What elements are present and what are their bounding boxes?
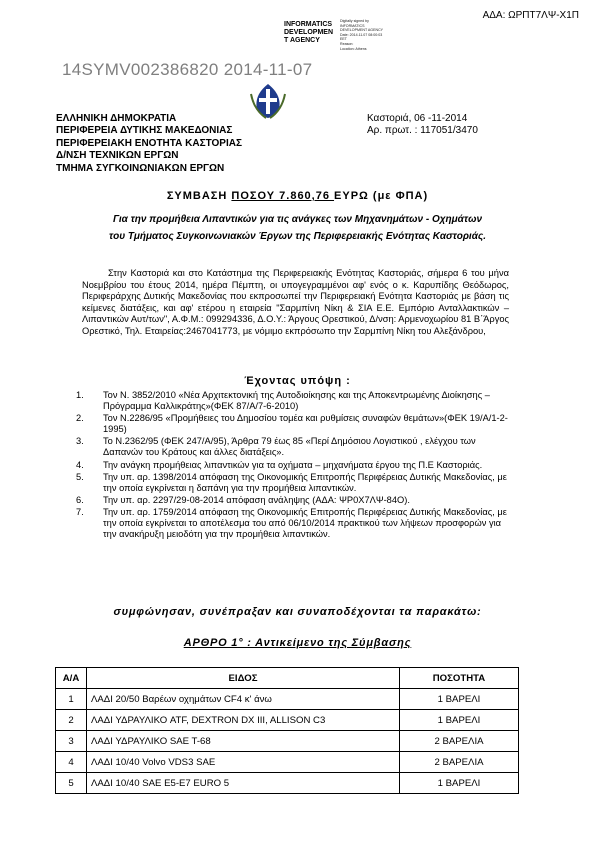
item-number: 1. [76,390,84,400]
signature-line: Location: Athens [340,46,367,51]
item-number: 3. [76,436,84,447]
item-text: Την υπ. αρ. 1398/2014 απόφαση της Οικονομικής Επιτροπής Περιφέρειας Δυτικής Μακεδονίας, με την οποία εγκρίνεται η δαπάνη για την προμήθεια λιπαντικών. [103,471,507,493]
table-row [56,773,519,794]
cell-aa: 5 [56,773,87,794]
considering-heading: Έχοντας υπόψη : [244,375,351,387]
list-item [76,436,509,458]
cell-aa: 1 [56,689,87,710]
table-row [56,710,519,731]
signature-line: DEVELOPMENT AGENCY [340,28,384,33]
considerations-list [76,390,509,541]
title-suffix: ΕΥΡΩ (με ΦΠΑ) [334,190,429,202]
issuer-block [56,113,242,175]
contract-subtitle [30,211,565,245]
item-number: 4. [76,459,84,470]
cell-aa: 3 [56,731,87,752]
title-amount: ΠΟΣΟΥ 7.860,76 [231,190,335,202]
cell-item: ΛΑΔΙ ΥΔΡΑΥΛΙΚΟ SAE T-68 [87,731,400,752]
items-table [55,667,519,794]
table-row [56,752,519,773]
list-item [76,507,509,540]
list-item [76,390,509,412]
protocol-number: Αρ. πρωτ. : 117051/3470 [367,125,478,137]
item-text: Τον Ν. 3852/2010 «Νέα Αρχιτεκτονική της Αυτοδιοίκησης και της Αποκεντρωμένης Διοίκησης – Πρόγραμμα Καλλικράτης»(ΦΕΚ 87/Α/7-6-2010) [103,390,490,412]
col-header-quantity: ΠΟΣΟΤΗΤΑ [400,668,519,689]
issuer-line: ΠΕΡΙΦΕΡΕΙΑ ΔΥΤΙΚΗΣ ΜΑΚΕΔΟΝΙΑΣ [56,125,233,137]
signature-line: EET [340,37,347,42]
place-date-block [367,113,478,138]
item-number: 7. [76,506,84,517]
greek-coat-of-arms-icon [248,80,288,120]
issuer-line: ΕΛΛΗΝΙΚΗ ΔΗΜΟΚΡΑΤΙΑ [56,113,177,124]
agency-line: DEVELOPMEN [284,29,334,36]
list-item [76,460,509,471]
col-header-item: ΕΙΔΟΣ [87,668,400,689]
signature-line: Reason: [340,41,354,46]
cell-item: ΛΑΔΙ 20/50 Βαρέων οχημάτων CF4 κ' άνω [87,689,400,710]
issuer-line: Δ/ΝΣΗ ΤΕΧΝΙΚΩΝ ΕΡΓΩΝ [56,150,179,162]
cell-quantity: 1 ΒΑΡΕΛΙ [400,689,519,710]
subtitle-line: του Τμήματος Συγκοινωνιακών Έργων της Περιφερειακής Ενότητας Καστοριάς. [109,231,486,242]
item-number: 6. [76,494,84,505]
contract-title [0,190,595,202]
cell-aa: 2 [56,710,87,731]
item-number: 5. [76,471,84,482]
cell-aa: 4 [56,752,87,773]
table-row [56,689,519,710]
col-header-aa: Α/Α [56,668,87,689]
agency-line: T AGENCY [284,37,320,44]
table-header-row [56,668,519,689]
title-prefix: ΣΥΜΒΑΣΗ [166,190,232,202]
item-number: 2. [76,413,84,424]
digital-signature [340,19,383,51]
item-text: Την υπ. αρ. 2297/29-08-2014 απόφαση ανάληψης (ΑΔΑ: ΨΡ0Χ7ΛΨ-84Ο). [103,494,410,505]
cell-item: ΛΑΔΙ 10/40 SAE E5-E7 EURO 5 [87,773,400,794]
cell-item: ΛΑΔΙ ΥΔΡΑΥΛΙΚΟ ATF, DEXTRON DX III, ALLISON C3 [87,710,400,731]
signature-line: INFORMATICS [340,23,365,28]
item-text: Τον Ν.2286/95 «Προμήθειες του Δημοσίου τομέα και ρυθμίσεις συναφών θεμάτων»(ΦΕΚ 19/Α/1-2-1995) [103,413,508,435]
signing-agency [284,21,333,45]
article-heading: ΑΡΘΡΟ 1° : Αντικείμενο της Σύμβασης [183,637,412,649]
signature-line: Digitally signed by [340,19,369,23]
list-item [76,472,509,494]
table-row [56,731,519,752]
ada-code: ΑΔΑ: ΩΡΠΤ7ΛΨ-Χ1Π [482,10,579,21]
place-date: Καστοριά, 06 -11-2014 [367,113,468,124]
cell-item: ΛΑΔΙ 10/40 Volvo VDS3 SAE [87,752,400,773]
subtitle-line: Για την προμήθεια Λιπαντικών για τις ανάγκες των Μηχανημάτων - Οχημάτων [112,214,483,225]
cell-quantity: 2 ΒΑΡΕΛΙΑ [400,731,519,752]
agreement-line: συμφώνησαν, συνέπραξαν και συναποδέχονται τα παρακάτω: [113,606,482,618]
list-item [76,495,509,506]
cell-quantity: 2 ΒΑΡΕΛΙΑ [400,752,519,773]
cell-quantity: 1 ΒΑΡΕΛΙ [400,710,519,731]
item-text: Την υπ. αρ. 1759/2014 απόφαση της Οικονομικής Επιτροπής Περιφέρειας Δυτικής Μακεδονίας, με την οποία εγκρίνεται το αποτέλεσμα του από 06/10/2014 πρακτικού των λήψεων προσφορών για την ανακήρυξη μειοδότη για την προμήθεια λιπαντικών. [103,506,507,540]
protocol-stamp: 14SYMV002386820 2014-11-07 [62,60,313,79]
item-text: Το Ν.2362/95 (ΦΕΚ 247/Α/95), Άρθρα 79 έως 85 «Περί Δημόσιου Λογιστικού , ελέγχου των Δαπανών του Κράτους και άλλες διατάξεις». [103,436,476,458]
item-text: Την ανάγκη προμήθειας λιπαντικών για τα οχήματα – μηχανήματα έργου της Π.Ε Καστοριάς. [103,459,483,470]
intro-paragraph: Στην Καστοριά και στο Κατάστημα της Περιφερειακής Ενότητας Καστοριάς, σήμερα 6 του μήνα Νοεμβρίου του έτους 2014, ημέρα Πέμπτη, οι υπογεγραμμένοι αφ' ενός ο κ. Καρυπίδης Θεόδωρος, Περιφεράρχης Δυτικής Μακεδονίας που εκπροσωπεί την Περιφερειακή Ενότητα Καστοριάς με βάση τις κείμενες διατάξεις, και αφ' ετέρου η εταιρεία "Σαρμπίνη Νίκη & ΣΙΑ Ε.Ε. Εμπόριο Ανταλλακτικών – Λιπαντικών Αυτ/των", Α.Φ.Μ.: 099294336, Δ.Ο.Υ.: Άργους Ορεστικού, Δ/νση: Αρμενοχωρίου 81 Β΄Άργος Ορεστικό, Τηλ. Εταιρείας:2467041773, με νόμιμο εκπρόσωπο την Σαρμπίνη Νίκη του Αλεξάνδρου, [82,268,509,336]
issuer-line: ΠΕΡΙΦΕΡΕΙΑΚΗ ΕΝΟΤΗΤΑ ΚΑΣΤΟΡΙΑΣ [56,137,242,149]
issuer-line: ΤΜΗΜΑ ΣΥΓΚΟΙΝΩΝΙΑΚΩΝ ΕΡΓΩΝ [56,162,225,174]
cell-quantity: 1 ΒΑΡΕΛΙ [400,773,519,794]
list-item [76,413,509,435]
signature-line: Date: 2014.11.07 08:00:03 [340,32,383,37]
agency-line: INFORMATICS [284,21,333,28]
